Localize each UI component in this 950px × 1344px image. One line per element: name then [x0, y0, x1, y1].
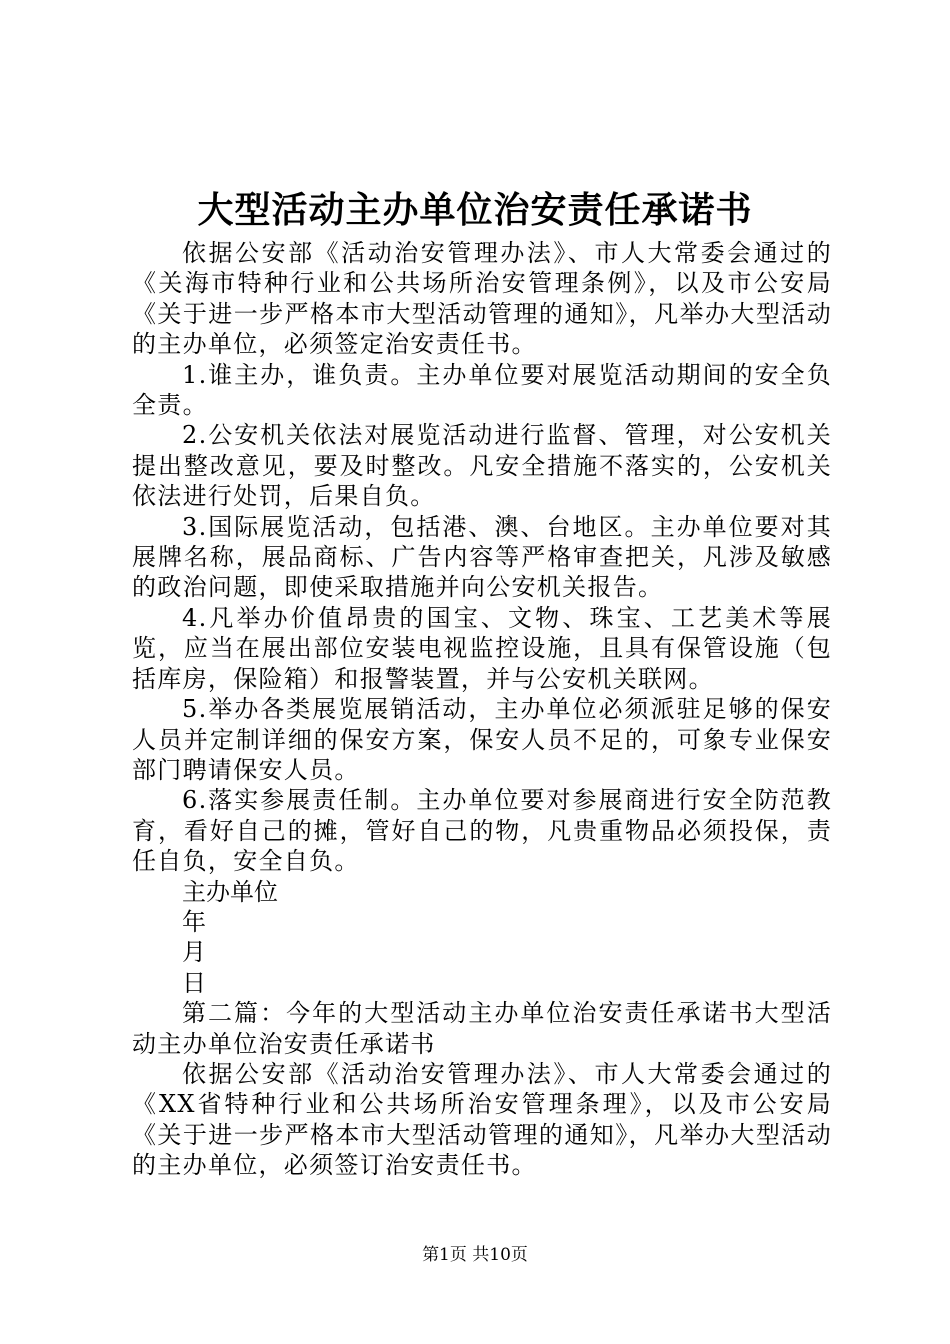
clause-2: 2.公安机关依法对展览活动进行监督、管理，对公安机关提出整改意见，要及时整改。凡安全措施不落实的，公安机关依法进行处罚，后果自负。	[132, 421, 832, 511]
signature-unit: 主办单位	[182, 877, 278, 906]
clause-5: 5.举办各类展览展销活动，主办单位必须派驻足够的保安人员并定制详细的保安方案，保安人员不足的，可象专业保安部门聘请保安人员。	[132, 695, 832, 784]
document-body	[132, 238, 832, 1181]
clause-3: 3.国际展览活动，包括港、澳、台地区。主办单位要对其展牌名称，展品商标、广告内容等严格审查把关，凡涉及敏感的政治问题，即使采取措施并向公安机关报告。	[132, 512, 832, 602]
intro-paragraph: 依据公安部《活动治安管理办法》、市人大常委会通过的《关海市特种行业和公共场所治安管理条例》，以及市公安局《关于进一步严格本市大型活动管理的通知》，凡举办大型活动的主办单位，必须签定治安责任书。	[132, 239, 832, 359]
second-part-heading: 第二篇：今年的大型活动主办单位治安责任承诺书大型活动主办单位治安责任承诺书	[132, 999, 832, 1058]
clause-6: 6.落实参展责任制。主办单位要对参展商进行安全防范教育，看好自己的摊，管好自己的物，凡贵重物品必须投保，责任自负，安全自负。	[132, 786, 832, 876]
signature-year: 年	[182, 907, 206, 936]
signature-day: 日	[182, 968, 206, 997]
signature-month: 月	[182, 938, 206, 967]
page-footer: 第1页 共10页	[422, 1245, 528, 1265]
clause-4: 4.凡举办价值昂贵的国宝、文物、珠宝、工艺美术等展览，应当在展出部位安装电视监控设施，且具有保管设施（包括库房，保险箱）和报警装置，并与公安机关联网。	[132, 603, 832, 693]
second-part-intro: 依据公安部《活动治安管理办法》、市人大常委会通过的《XX省特种行业和公共场所治安管理条理》，以及市公安局《关于进一步严格本市大型活动管理的通知》，凡举办大型活动的主办单位，必须签订治安责任书。	[132, 1059, 832, 1180]
clause-1: 1.谁主办，谁负责。主办单位要对展览活动期间的安全负全责。	[132, 360, 832, 420]
document-title: 大型活动主办单位治安责任承诺书	[197, 189, 753, 231]
